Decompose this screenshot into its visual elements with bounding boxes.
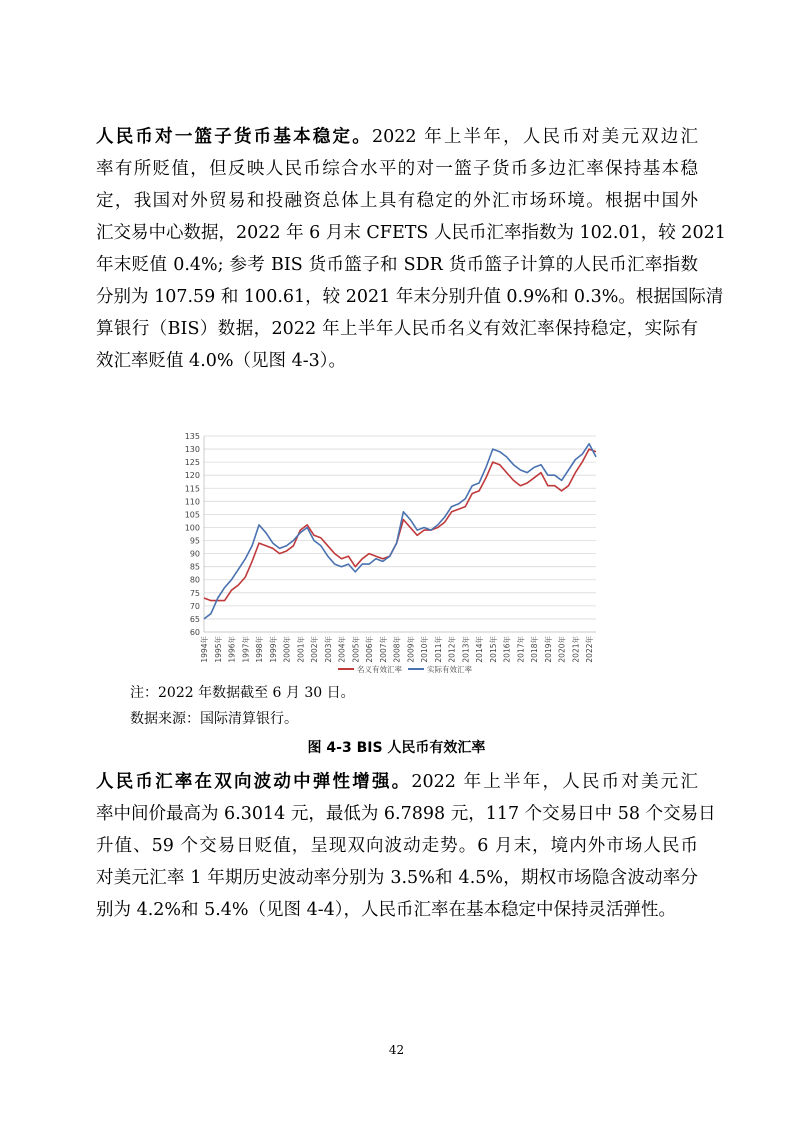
text-line: 2022 年上半年，人民币对美元双边汇 xyxy=(371,127,698,147)
y-tick-label: 75 xyxy=(189,588,200,598)
text-line: 对美元汇率 1 年期历史波动率分别为 3.5%和 4.5%，期权市场隐含波动率分 xyxy=(96,868,698,888)
x-tick-label: 1996年 xyxy=(227,636,237,663)
y-tick-label: 125 xyxy=(184,458,200,468)
x-tick-label: 2014年 xyxy=(475,636,485,663)
paragraph-cny-basket-stable xyxy=(96,121,726,377)
x-tick-label: 2005年 xyxy=(351,636,361,663)
x-tick-label: 2008年 xyxy=(392,636,402,663)
x-tick-label: 2022年 xyxy=(585,636,595,663)
x-tick-label: 2012年 xyxy=(447,636,457,663)
y-tick-label: 110 xyxy=(184,497,200,507)
x-tick-label: 2007年 xyxy=(378,636,388,663)
x-tick-label: 2011年 xyxy=(433,636,443,663)
y-tick-label: 105 xyxy=(184,510,200,520)
text-line: 升值、59 个交易日贬值，呈现双向波动走势。6 月末，境内外市场人民币 xyxy=(96,836,698,856)
y-tick-label: 95 xyxy=(189,536,200,546)
chart-note: 注：2022 年数据截至 6 月 30 日。 xyxy=(130,685,355,701)
y-tick-label: 120 xyxy=(184,471,200,481)
y-tick-label: 115 xyxy=(184,484,200,494)
legend-label: 名义有效汇率 xyxy=(357,665,402,674)
x-tick-label: 2004年 xyxy=(337,636,347,663)
y-tick-label: 90 xyxy=(189,549,200,559)
text-line: 率有所贬值，但反映人民币综合水平的对一篮子货币多边汇率保持基本稳 xyxy=(96,159,698,179)
text-line: 效汇率贬值 4.0%（见图 4-3）。 xyxy=(96,351,347,371)
y-tick-label: 135 xyxy=(184,432,200,441)
paragraph-cny-two-way-volatility xyxy=(96,766,716,926)
x-tick-label: 2003年 xyxy=(323,636,333,663)
legend-label: 实际有效汇率 xyxy=(427,665,472,674)
x-tick-label: 2002年 xyxy=(310,636,320,663)
x-tick-label: 2010年 xyxy=(420,636,430,663)
x-tick-label: 2013年 xyxy=(461,636,471,663)
y-tick-label: 130 xyxy=(184,445,200,455)
x-tick-label: 2018年 xyxy=(530,636,540,663)
x-tick-label: 1998年 xyxy=(255,636,265,663)
figure-caption: 图 4-3 BIS 人民币有效汇率 xyxy=(307,740,486,756)
x-tick-label: 1994年 xyxy=(200,636,209,663)
text-line: 别为 4.2%和 5.4%（见图 4-4），人民币汇率在基本稳定中保持灵活弹性。 xyxy=(96,900,677,920)
bis-effective-exchange-rate-chart xyxy=(168,428,608,678)
x-tick-label: 2006年 xyxy=(365,636,375,663)
x-tick-label: 2001年 xyxy=(296,636,306,663)
y-tick-label: 85 xyxy=(189,562,200,572)
x-tick-label: 2009年 xyxy=(406,636,416,663)
y-tick-label: 65 xyxy=(189,614,200,624)
text-line: 汇交易中心数据，2022 年 6 月末 CFETS 人民币汇率指数为 102.01，较 2021 xyxy=(96,223,726,243)
x-tick-label: 2020年 xyxy=(557,636,567,663)
page-number: 42 xyxy=(388,1043,405,1057)
y-tick-label: 80 xyxy=(189,575,200,585)
text-line: 算银行（BIS）数据，2022 年上半年人民币名义有效汇率保持稳定，实际有 xyxy=(96,319,698,339)
text-line: 定，我国对外贸易和投融资总体上具有稳定的外汇市场环境。根据中国外 xyxy=(96,191,698,211)
y-tick-label: 60 xyxy=(189,628,200,637)
text-line: 率中间价最高为 6.3014 元，最低为 6.7898 元，117 个交易日中 58 个交易日 xyxy=(96,804,716,824)
x-tick-label: 1999年 xyxy=(268,636,278,663)
y-tick-label: 70 xyxy=(189,601,200,611)
x-tick-label: 2016年 xyxy=(502,636,512,663)
text-line: 分别为 107.59 和 100.61，较 2021 年末分别升值 0.9%和 0.3%。根据国际清 xyxy=(96,287,724,307)
text-line: 2022 年上半年，人民币对美元汇 xyxy=(411,772,698,792)
data-source: 数据来源：国际清算银行。 xyxy=(130,711,298,727)
x-tick-label: 1997年 xyxy=(241,636,251,663)
y-tick-label: 100 xyxy=(184,523,200,533)
x-tick-label: 2017年 xyxy=(516,636,526,663)
paragraph-lead: 人民币汇率在双向波动中弹性增强。 xyxy=(96,772,412,792)
x-tick-label: 2015年 xyxy=(488,636,498,663)
x-tick-label: 2000年 xyxy=(282,636,292,663)
text-line: 年末贬值 0.4%; 参考 BIS 货币篮子和 SDR 货币篮子计算的人民币汇率指数 xyxy=(96,255,698,275)
x-tick-label: 1995年 xyxy=(213,636,223,663)
paragraph-lead: 人民币对一篮子货币基本稳定。 xyxy=(96,127,372,147)
x-tick-label: 2021年 xyxy=(571,636,581,663)
x-tick-label: 2019年 xyxy=(543,636,553,663)
